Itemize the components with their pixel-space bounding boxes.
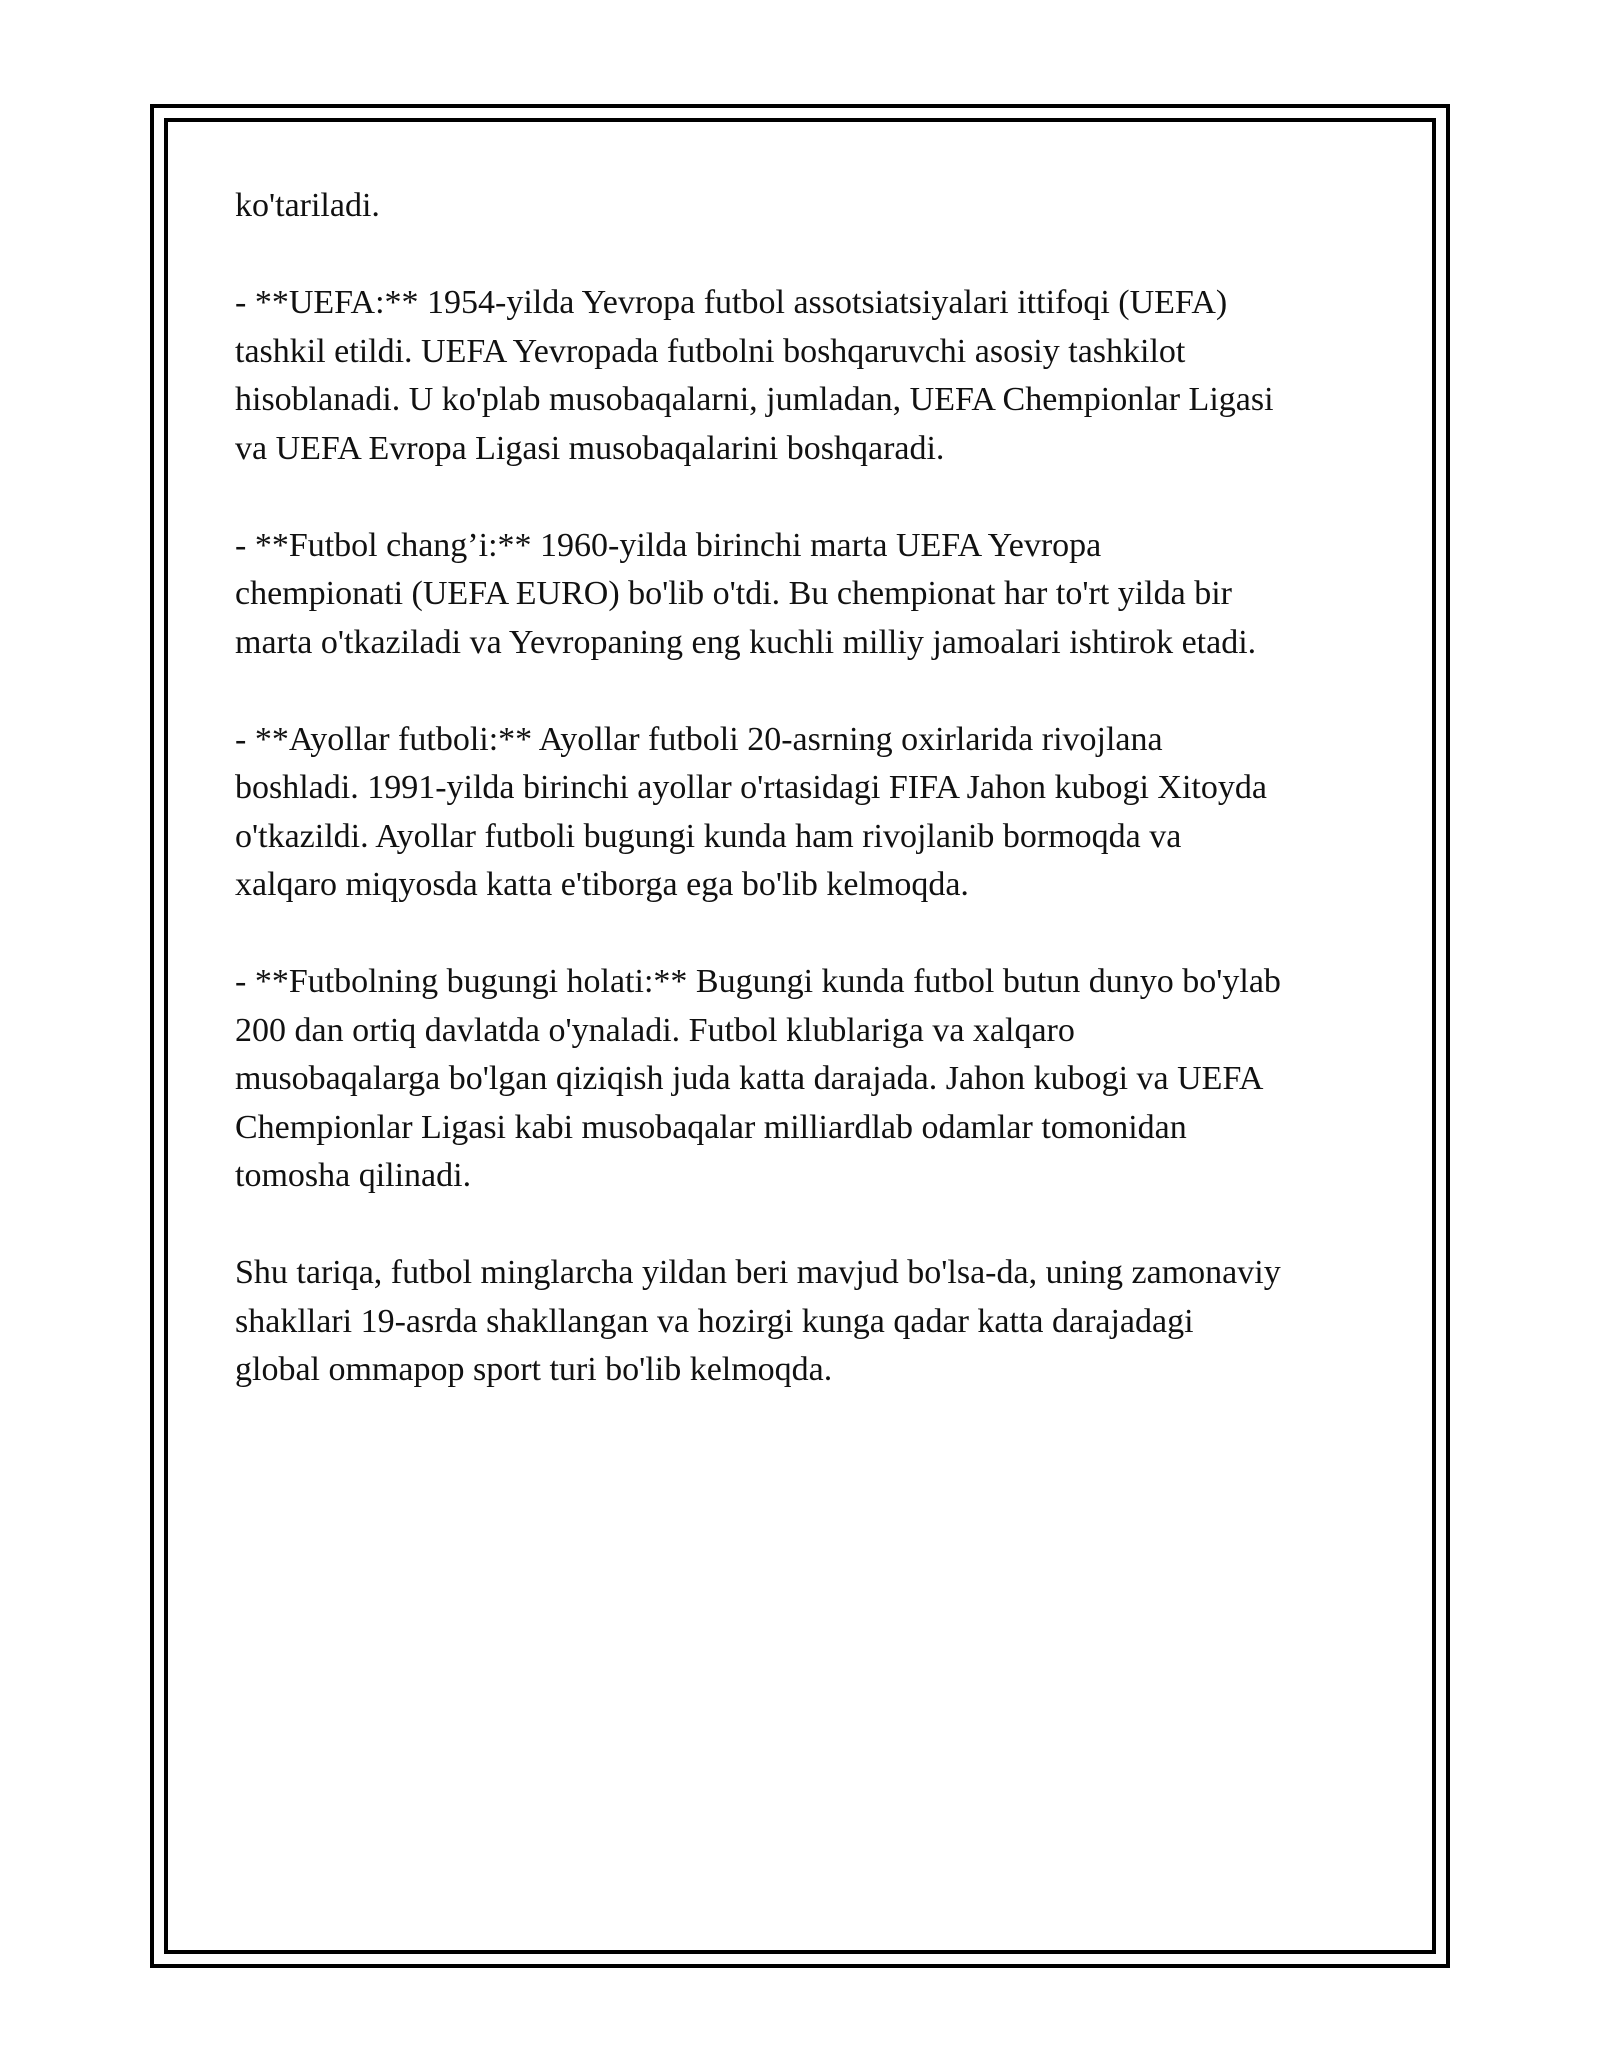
paragraph-conclusion: Shu tariqa, futbol minglarcha yildan beri mavjud bo'lsa-da, uning zamonaviy shakllari 19-asrda shakllangan va hozirgi kunga qadar katta darajadagi global ommapop sport turi bo'lib kelmoqda.: [235, 1254, 1281, 1388]
paragraph-uefa: - **UEFA:** 1954-yilda Yevropa futbol assotsiatsiyalari ittifoqi (UEFA) tashkil etildi. UEFA Yevropada futbolni boshqaruvchi asosiy tashkilot hisoblanadi. U ko'plab musobaqalarni, jumladan, UEFA Chempionlar Ligasi va UEFA Evropa Ligasi musobaqalarini boshqaradi.: [235, 284, 1274, 467]
paragraph-ayollar-futboli: - **Ayollar futboli:** Ayollar futboli 20-asrning oxirlarida rivojlana boshladi. 1991-yilda birinchi ayollar o'rtasidagi FIFA Jahon kubogi Xitoyda o'tkazildi. Ayollar futboli bugungi kunda ham rivojlanib bormoqda va xalqaro miqyosda katta e'tiborga ega bo'lib kelmoqda.: [235, 720, 1267, 903]
paragraph-continuation: ko'tariladi.: [235, 187, 380, 224]
document-body: [235, 182, 1385, 1443]
paragraph-futbol-changi: - **Futbol chang’i:** 1960-yilda birinchi marta UEFA Yevropa chempionati (UEFA EURO) bo'lib o'tdi. Bu chempionat har to'rt yilda bir marta o'tkaziladi va Yevropaning eng kuchli milliy jamoalari ishtirok etadi.: [235, 526, 1257, 661]
paragraph-bugungi-holati: - **Futbolning bugungi holati:** Bugungi kunda futbol butun dunyo bo'ylab 200 dan ortiq davlatda o'ynaladi. Futbol klublariga va xalqaro musobaqalarga bo'lgan qiziqish juda katta darajada. Jahon kubogi va UEFA Chempionlar Ligasi kabi musobaqalar milliardlab odamlar tomonidan tomosha qilinadi.: [235, 963, 1281, 1194]
